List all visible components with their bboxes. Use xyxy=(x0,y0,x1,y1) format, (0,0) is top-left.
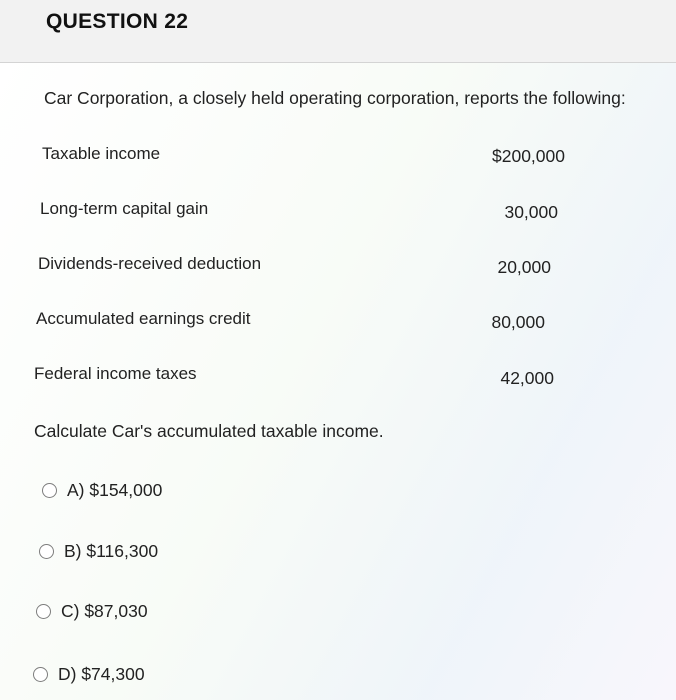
radio-button-icon[interactable] xyxy=(42,483,57,498)
radio-button-icon[interactable] xyxy=(36,604,51,619)
question-title: QUESTION 22 xyxy=(46,10,189,33)
item-label-federal-income-taxes: Federal income taxes xyxy=(34,364,197,383)
item-value-federal-income-taxes: 42,000 xyxy=(500,368,554,388)
answer-option-d[interactable] xyxy=(33,664,145,685)
answer-option-b[interactable] xyxy=(39,541,158,562)
answer-option-label: B) $116,300 xyxy=(64,541,159,561)
question-header xyxy=(0,0,676,63)
question-ask: Calculate Car's accumulated taxable income. xyxy=(34,421,384,441)
answer-option-label: C) $87,030 xyxy=(61,601,148,621)
answer-option-label: D) $74,300 xyxy=(58,664,145,684)
item-label-taxable-income: Taxable income xyxy=(42,144,161,163)
answer-option-a[interactable] xyxy=(42,480,162,501)
item-label-dividends-received-deduction: Dividends-received deduction xyxy=(38,254,262,273)
item-value-dividends-received-deduction: 20,000 xyxy=(497,257,551,277)
item-value-accumulated-earnings-credit: 80,000 xyxy=(491,312,545,332)
answer-option-label: A) $154,000 xyxy=(67,480,163,500)
item-label-accumulated-earnings-credit: Accumulated earnings credit xyxy=(36,309,251,328)
question-prompt: Car Corporation, a closely held operating corporation, reports the following: xyxy=(44,88,626,108)
item-label-long-term-capital-gain: Long-term capital gain xyxy=(40,199,209,218)
radio-button-icon[interactable] xyxy=(33,667,48,682)
item-value-long-term-capital-gain: 30,000 xyxy=(504,202,558,222)
radio-button-icon[interactable] xyxy=(39,544,54,559)
item-value-taxable-income: $200,000 xyxy=(492,146,565,166)
answer-option-c[interactable] xyxy=(36,601,148,622)
